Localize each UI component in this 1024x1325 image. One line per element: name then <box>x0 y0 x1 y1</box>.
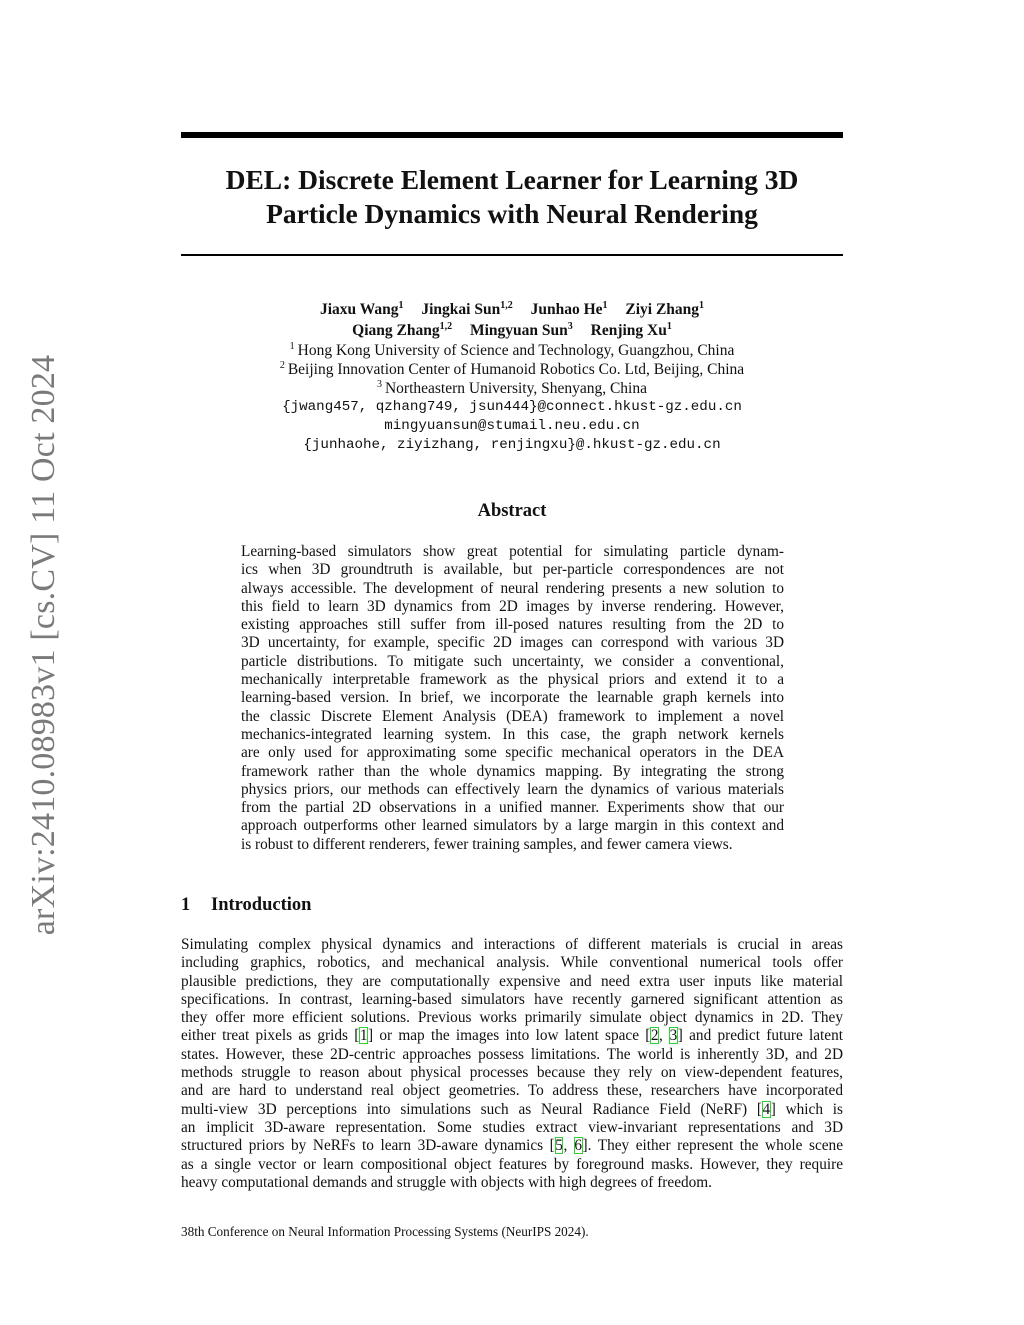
abstract-line: always accessible. The development of neural rendering presents a new solution to <box>241 579 784 597</box>
author: Ziyi Zhang$^1$ <box>625 300 705 318</box>
intro-line: either treat pixels as grids [1] or map the images into low latent space [2, 3] and predict future latent <box>181 1027 843 1045</box>
conference-footnote: 38th Conference on Neural Information Processing Systems (NeurIPS 2024). <box>181 1224 589 1239</box>
intro-line: including graphics, robotics, and mechanical analysis. While conventional numerical tools offer <box>181 954 843 972</box>
abstract-line: is robust to different renderers, fewer training samples, and fewer camera views. <box>241 835 733 853</box>
abstract-line: learning-based version. In brief, we incorporate the learnable graph kernels into <box>241 689 784 707</box>
intro-line: methods struggle to reason about physical processes because they rely on view-dependent features, <box>181 1064 843 1082</box>
abstract-line: particle distributions. To mitigate such uncertainty, we consider a conventional, <box>241 652 784 670</box>
intro-line: heavy computational demands and struggle with objects with high degrees of freedom. <box>181 1173 712 1191</box>
author: Junhao He$^1$ <box>530 300 608 318</box>
author: Renjing Xu$^1$ <box>590 321 672 339</box>
abstract-body <box>241 543 784 854</box>
intro-line: Simulating complex physical dynamics and interactions of different materials is crucial in areas <box>181 936 843 953</box>
abstract-line: Learning-based simulators show great potential for simulating particle dynam- <box>241 543 784 560</box>
paper-title <box>181 163 843 231</box>
intro-line: multi-view 3D perceptions into simulations such as Neural Radiance Field (NeRF) [4] which is <box>181 1100 843 1118</box>
citation-link[interactable]: 1 <box>359 1027 368 1045</box>
intro-line: and are hard to understand real object geometries. To address these, researchers have incorporated <box>181 1082 843 1100</box>
abstract-line: ics when 3D groundtruth is available, but per-particle correspondences are not <box>241 561 784 579</box>
abstract-line: physics priors, our methods can effectively learn the dynamics of various materials <box>241 780 784 798</box>
introduction-body <box>181 936 843 1192</box>
affiliation: $^1$ Hong Kong University of Science and Technology, Guangzhou, China <box>289 341 735 359</box>
abstract-line: this field to learn 3D dynamics from 2D images by inverse rendering. However, <box>241 597 784 615</box>
abstract-line: from the partial 2D observations in a unified manner. Experiments show that our <box>241 799 784 817</box>
author-email: {junhaohe, ziyizhang, renjingxu}@.hkust-gz.edu.cn <box>303 437 721 453</box>
title-line: DEL: Discrete Element Learner for Learning 3D <box>225 164 799 195</box>
section-number: 1 <box>181 895 191 915</box>
author: Jingkai Sun$^{1,2}$ <box>421 300 513 318</box>
abstract-line: 3D uncertainty, for example, specific 2D images can correspond with various 3D <box>241 634 784 652</box>
author: Mingyuan Sun$^3$ <box>469 321 573 339</box>
abstract-line: mechanics-integrated learning system. In this case, the graph network kernels <box>241 725 784 743</box>
section-title: Introduction <box>211 895 312 915</box>
section-heading-introduction <box>181 894 311 916</box>
abstract-line: are only used for approximating some specific mechanical operators in the DEA <box>241 744 784 762</box>
intro-line: as a single vector or learn compositional object features by foreground masks. However, they require <box>181 1155 843 1173</box>
citation-link[interactable]: 4 <box>762 1100 771 1118</box>
abstract-line: framework rather than the whole dynamics mapping. By integrating the strong <box>241 762 784 780</box>
affiliation: $^3$ Northeastern University, Shenyang, China <box>376 379 647 397</box>
title-top-rule <box>181 132 843 138</box>
citation-link[interactable]: 5 <box>555 1137 563 1155</box>
abstract-line: mechanically interpretable framework as the physical priors and extend it to a <box>241 671 784 689</box>
abstract-line: approach outperforms other learned simulators by a large margin in this context and <box>241 817 784 835</box>
title-line: Particle Dynamics with Neural Rendering <box>266 198 758 229</box>
author: Jiaxu Wang$^1$ <box>319 300 404 318</box>
citation-link[interactable]: 3 <box>669 1027 678 1045</box>
citation-link[interactable]: 2 <box>650 1027 659 1045</box>
intro-line: an implicit 3D-aware representation. Some studies extract view-invariant representations and 3D <box>181 1118 843 1136</box>
intro-line: they offer more efficient solutions. Previous works primarily simulate object dynamics in 2D. They <box>181 1009 843 1027</box>
intro-line: plausible predictions, they are computationally expensive and need extra user inputs like material <box>181 972 843 990</box>
intro-line: structured priors by NeRFs to learn 3D-aware dynamics [5, 6]. They either represent the whole scene <box>181 1137 843 1155</box>
author-line <box>181 320 843 341</box>
abstract-line: existing approaches still suffer from ill-posed natures resulting from the 2D to <box>241 616 784 634</box>
intro-line: specifications. In contrast, learning-based simulators have recently garnered significant attention as <box>181 990 843 1008</box>
author-email: {jwang457, qzhang749, jsun444}@connect.hkust-gz.edu.cn <box>282 399 742 415</box>
arxiv-identifier-stamp: arXiv:2410.08983v1 [cs.CV] 11 Oct 2024 <box>25 354 62 936</box>
author: Qiang Zhang$^{1,2}$ <box>352 321 453 339</box>
author-block <box>181 299 843 455</box>
title-bottom-rule <box>181 254 843 256</box>
author-email: mingyuansun@stumail.neu.edu.cn <box>384 418 640 434</box>
author-line <box>181 299 843 320</box>
abstract-heading: Abstract <box>477 501 547 521</box>
affiliation: $^2$ Beijing Innovation Center of Humanoid Robotics Co. Ltd, Beijing, China <box>279 360 745 378</box>
citation-link[interactable]: 6 <box>574 1137 582 1155</box>
intro-line: states. However, these 2D-centric approaches possess limitations. The world is inherently 3D, and 2D <box>181 1045 843 1063</box>
abstract-line: the classic Discrete Element Analysis (DEA) framework to implement a novel <box>241 707 784 725</box>
